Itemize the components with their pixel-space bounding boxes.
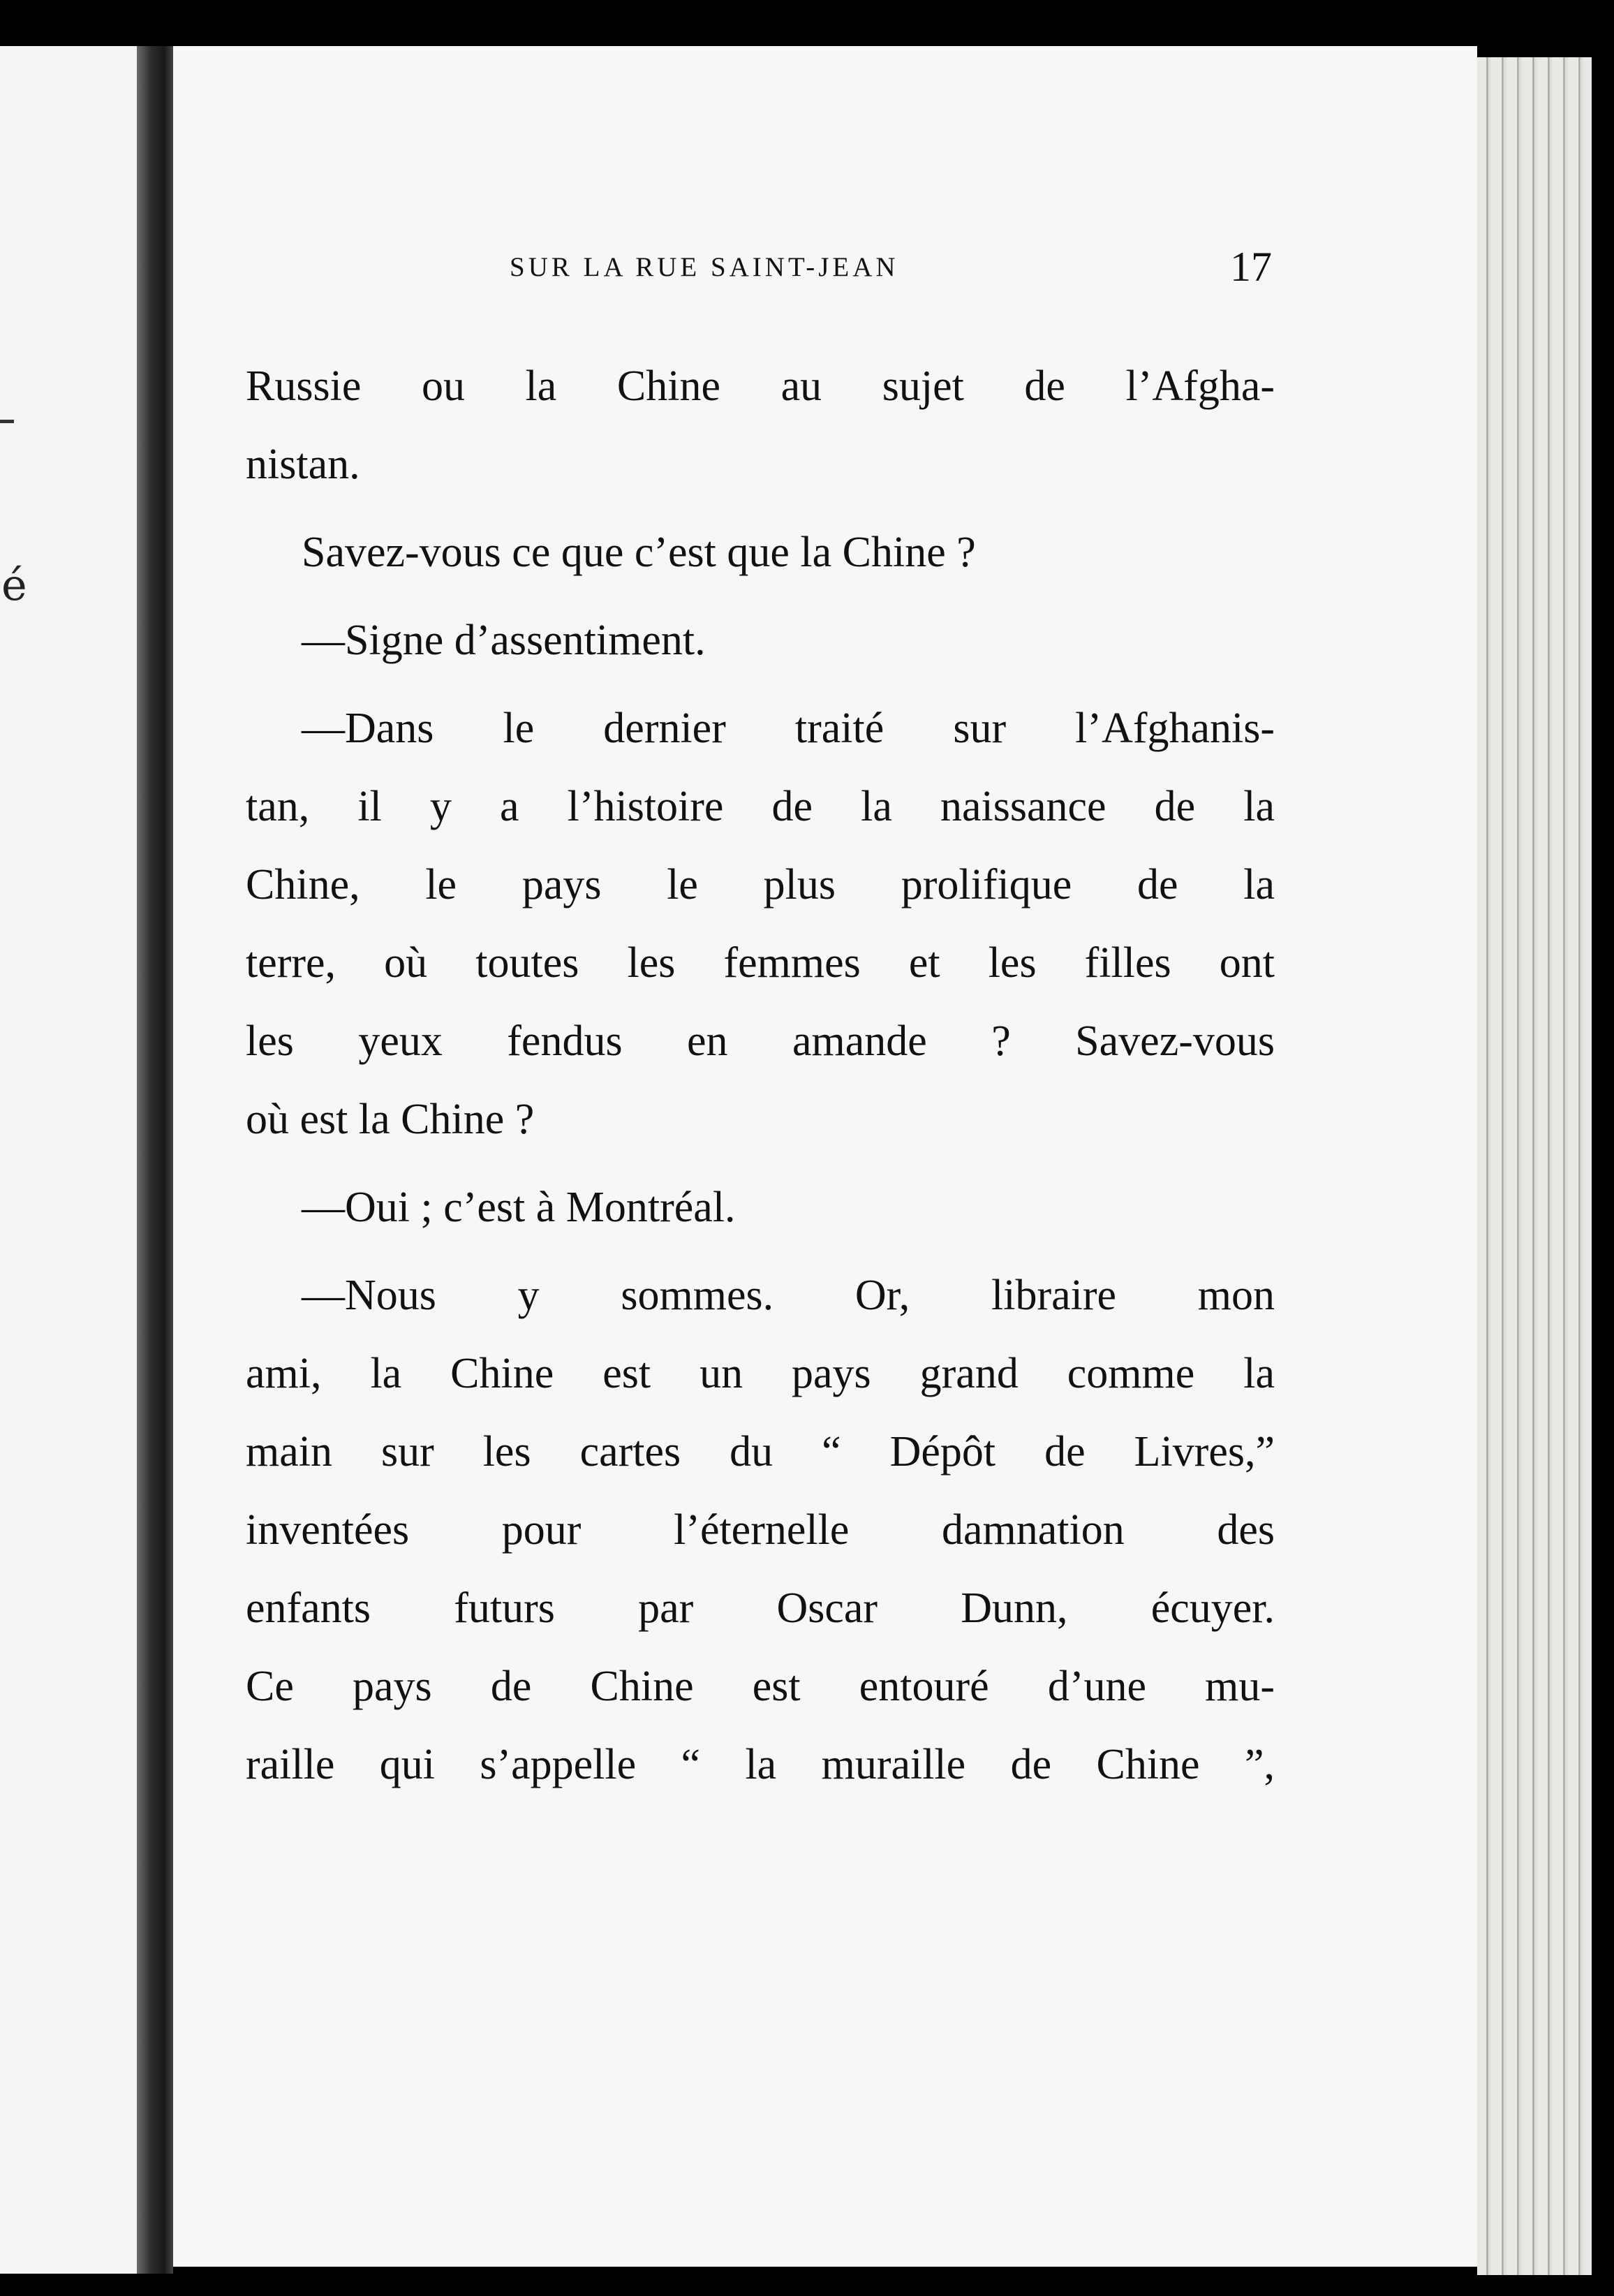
text-line: les yeux fendus en amande ? Savez-vous xyxy=(246,1017,1275,1065)
text-line: où est la Chine ? xyxy=(246,1096,535,1143)
text-line: ami, la Chine est un pays grand comme la xyxy=(246,1350,1275,1397)
text-line: main sur les cartes du “ Dépôt de Livres,” xyxy=(246,1428,1275,1476)
text-line: tan, il y a l’histoire de la naissance de la xyxy=(246,783,1275,830)
page-fore-edge xyxy=(1477,57,1592,2275)
previous-page-dash xyxy=(0,420,14,423)
paragraph xyxy=(246,1168,1275,1246)
text-line: nistan. xyxy=(246,441,360,488)
paragraph xyxy=(246,513,1275,591)
text-line: —Dans le dernier traité sur l’Afghanis- xyxy=(302,705,1275,752)
text-line: Chine, le pays le plus prolifique de la xyxy=(246,861,1275,908)
text-line: inventées pour l’éternelle damnation des xyxy=(246,1506,1275,1554)
text-line: enfants futurs par Oscar Dunn, écuyer. xyxy=(246,1584,1275,1632)
paragraph xyxy=(246,347,1275,503)
previous-page-edge xyxy=(0,46,137,2274)
body-text xyxy=(246,347,1275,1813)
text-line: —Signe d’assentiment. xyxy=(302,617,706,664)
text-line: Russie ou la Chine au sujet de l’Afgha- xyxy=(246,362,1275,410)
text-line: —Oui ; c’est à Montréal. xyxy=(302,1184,736,1231)
book-gutter xyxy=(137,46,173,2274)
text-line: Savez-vous ce que c’est que la Chine ? xyxy=(302,529,976,576)
running-header: SUR LA RUE SAINT-JEAN xyxy=(510,252,899,282)
text-line: terre, où toutes les femmes et les filles ont xyxy=(246,939,1275,987)
text-line: raille qui s’appelle “ la muraille de Chine ”, xyxy=(246,1741,1275,1788)
paragraph xyxy=(246,689,1275,1158)
text-line: Ce pays de Chine est entouré d’une mu- xyxy=(246,1663,1275,1710)
paragraph xyxy=(246,1256,1275,1804)
previous-page-glyph: é xyxy=(1,559,27,610)
page-number: 17 xyxy=(1230,244,1272,290)
paragraph xyxy=(246,601,1275,679)
text-line: —Nous y sommes. Or, libraire mon xyxy=(302,1272,1275,1319)
